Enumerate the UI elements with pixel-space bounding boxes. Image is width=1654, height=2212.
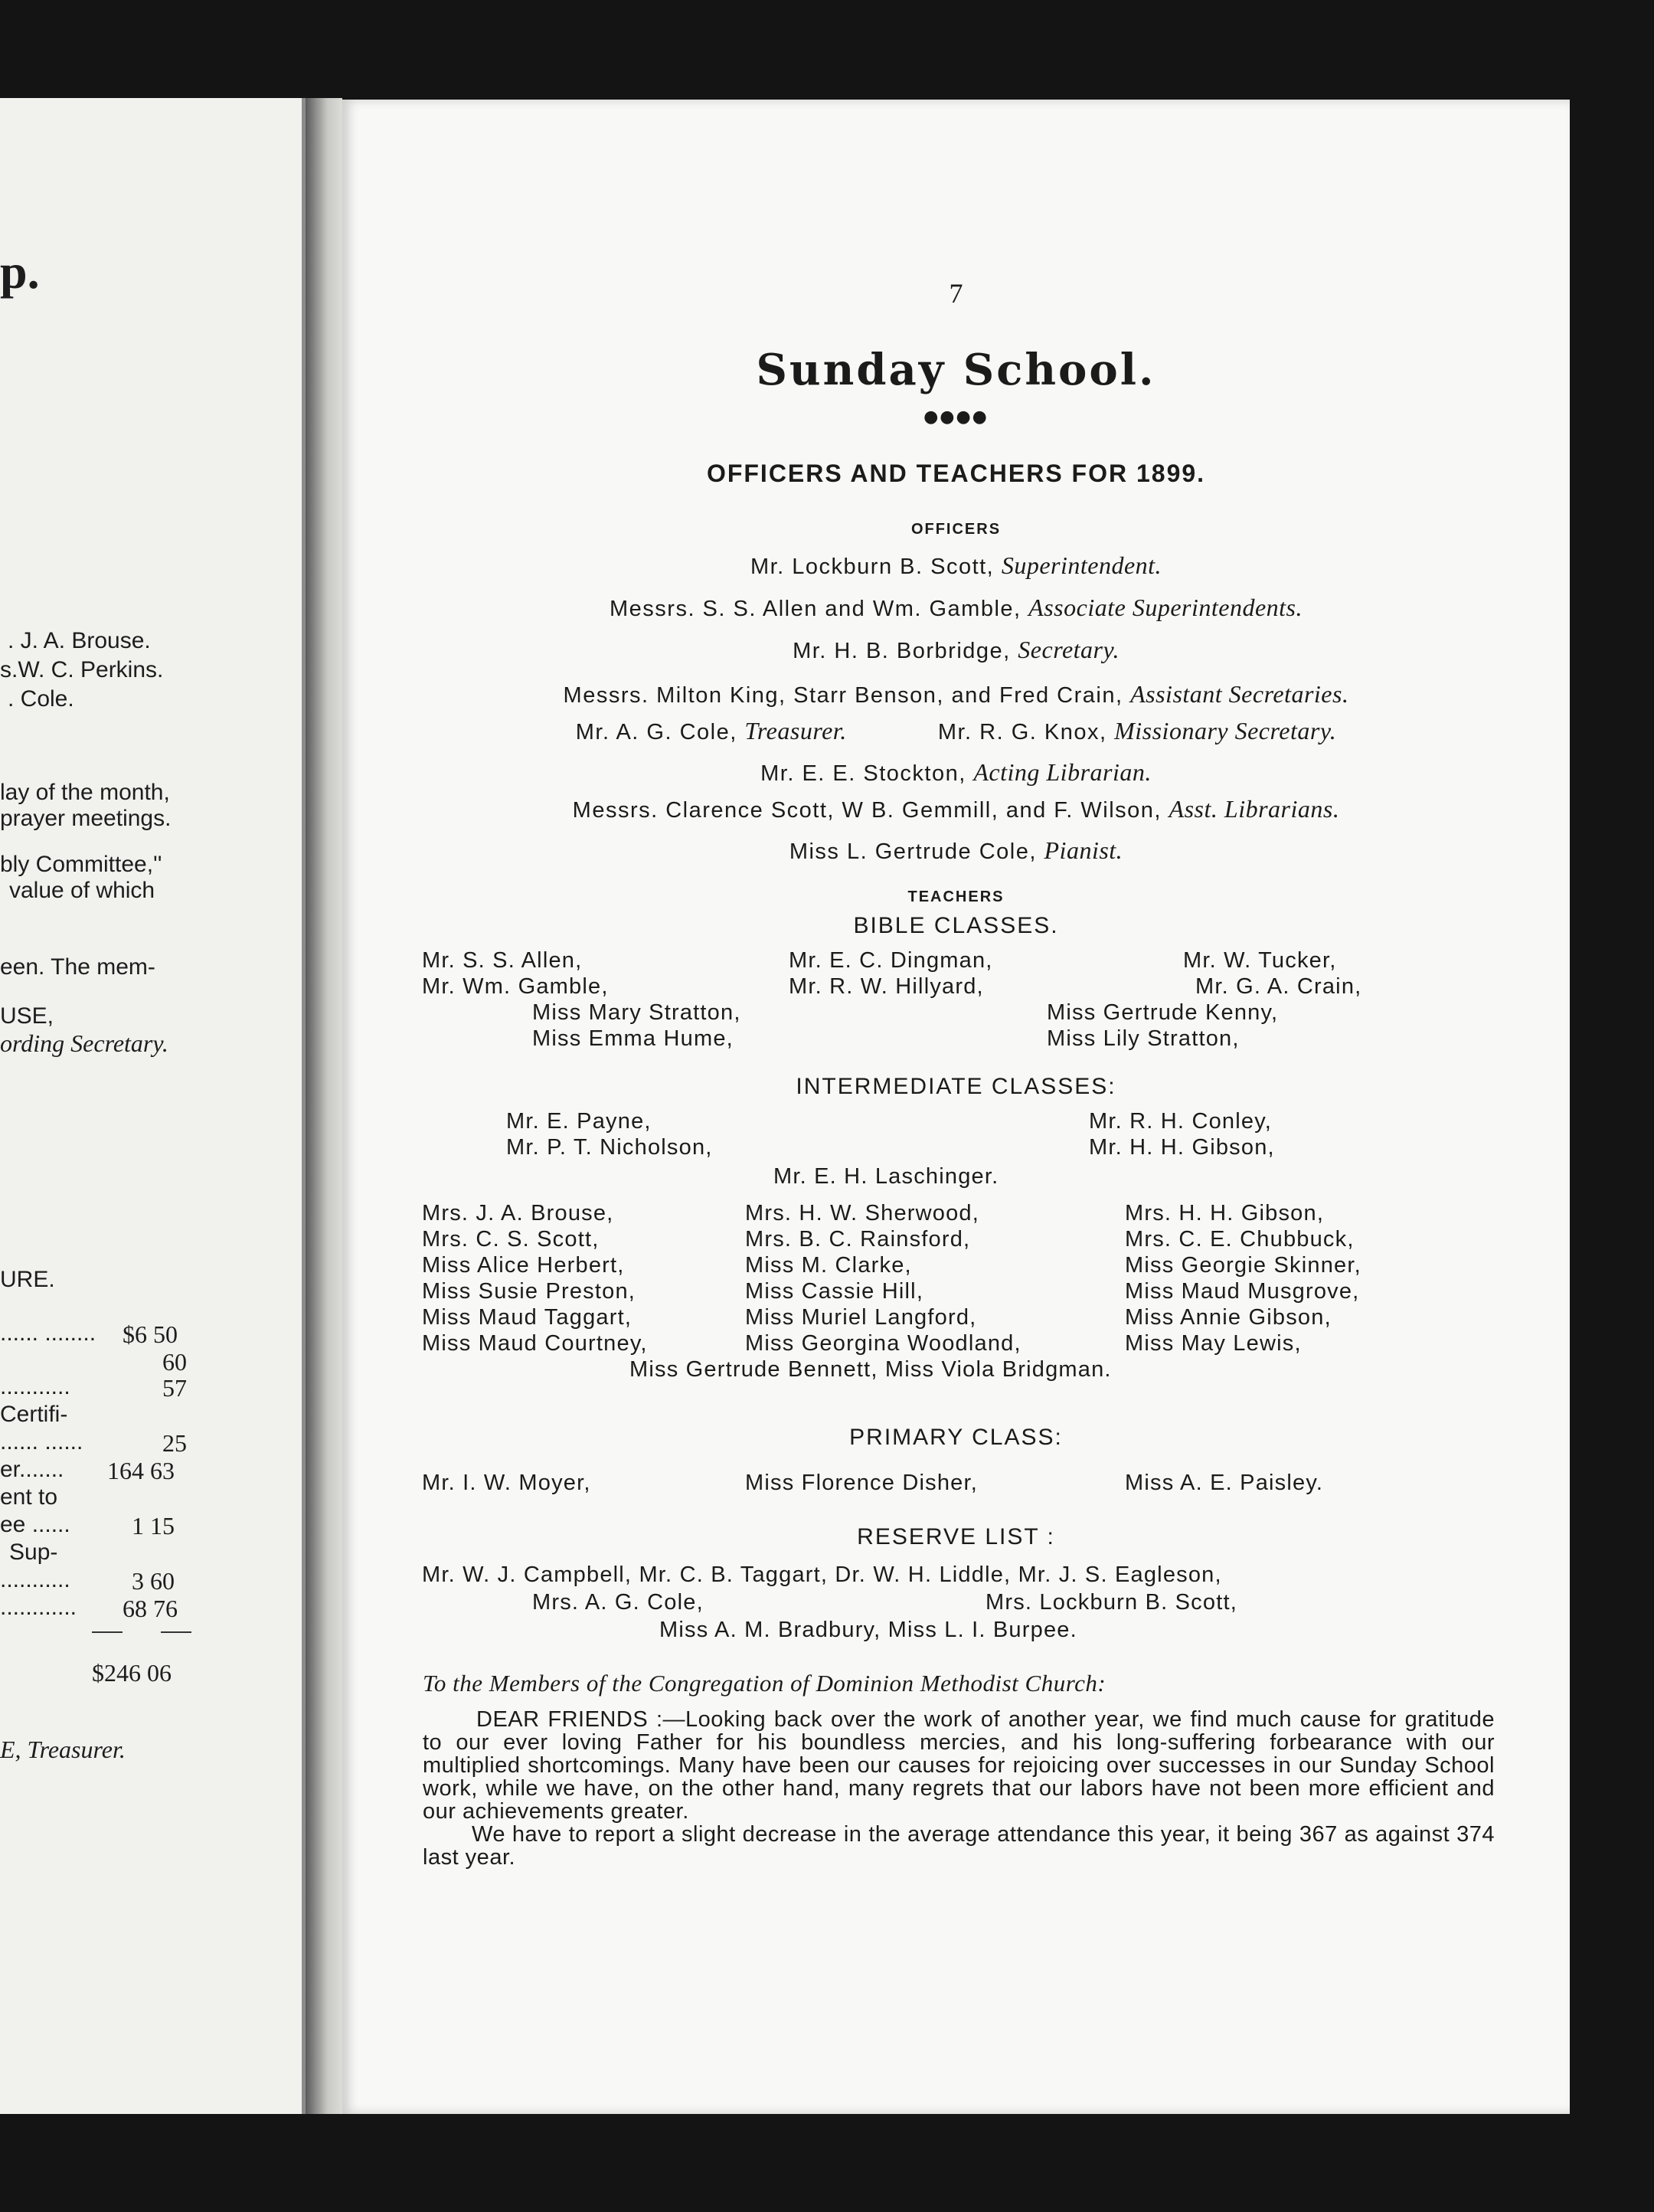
teacher-name: Mr. G. A. Crain, [1195,974,1362,999]
left-page-text: s.W. C. Perkins. [0,657,164,682]
teacher-name: Mrs. C. S. Scott, [422,1227,600,1252]
teacher-name: Miss Georgie Skinner, [1125,1253,1361,1278]
officer-treasurer-row: Mr. A. G. Cole, Treasurer. Mr. R. G. Knox, Missionary Secretary. [575,717,1337,744]
left-page-text: value of which [9,878,155,903]
teacher-name: Miss Mary Stratton, [532,1000,741,1025]
left-page-text: bly Committee,'' [0,852,162,877]
teacher-name: Mr. P. T. Nicholson, [506,1135,713,1160]
reserve-list-heading: RESERVE LIST : [857,1524,1055,1549]
left-page-text: $246 06 [92,1659,172,1687]
teacher-name: Miss Georgina Woodland, [745,1331,1021,1356]
officer-librarian: Mr. E. E. Stockton, Acting Librarian. [760,758,1152,786]
officer-superintendent: Mr. Lockburn B. Scott, Superintendent. [750,551,1162,579]
sum-rule [92,1631,123,1633]
left-page-fragment [0,98,306,2114]
teacher-name: Miss Alice Herbert, [422,1253,625,1278]
teacher-name: Mrs. C. E. Chubbuck, [1125,1227,1355,1252]
teacher-name: Miss Gertrude Bennett, Miss Viola Bridgman. [629,1357,1112,1382]
left-page-text: ...... ...... [0,1429,83,1454]
left-page-text: prayer meetings. [0,806,172,831]
officer-asst-librarians: Messrs. Clarence Scott, W B. Gemmill, and F. Wilson, Asst. Librarians. [572,795,1340,823]
teacher-name: Miss Emma Hume, [532,1026,734,1051]
officer-pianist: Miss L. Gertrude Cole, Pianist. [789,836,1123,864]
left-page-text: p. [0,244,40,299]
letter-paragraph: We have to report a slight decrease in the average attendance this year, it being 367 as against 374 last year. [423,1822,1495,1870]
teacher-name: Miss Florence Disher, [745,1471,978,1495]
page-title: Sunday School. [756,345,1156,395]
reserve-name: Mrs. Lockburn B. Scott, [986,1590,1237,1615]
primary-class-heading: PRIMARY CLASS: [849,1425,1063,1450]
reserve-name: Mrs. A. G. Cole, [532,1590,704,1615]
left-page-text: 25 [162,1429,187,1457]
left-page-text: Sup- [9,1540,58,1565]
left-page-text: E, Treasurer. [0,1736,126,1763]
teacher-name: Mr. E. H. Laschinger. [773,1164,999,1189]
teacher-name: Mr. E. Payne, [506,1109,652,1134]
officer-assistant-secretaries: Messrs. Milton King, Starr Benson, and Fred Crain, Assistant Secretaries. [563,680,1349,708]
left-page-text: er....... [0,1457,64,1482]
left-page-text: ........... [0,1567,70,1592]
left-page-text: 57 [162,1374,187,1402]
teacher-name: Mrs. J. A. Brouse, [422,1201,614,1225]
teacher-name: Miss Maud Musgrove, [1125,1279,1360,1304]
teacher-name: Mr. I. W. Moyer, [422,1471,591,1495]
title-ornament: ●●●● [923,407,989,427]
teacher-name: Miss Susie Preston, [422,1279,636,1304]
book-gutter [306,98,342,2114]
left-page-text: 1 15 [132,1512,175,1540]
teacher-name: Mr. E. C. Dingman, [789,948,993,973]
bible-classes-heading: BIBLE CLASSES. [853,913,1059,938]
officers-heading: OFFICERS [910,521,1002,538]
teacher-name: Miss M. Clarke, [745,1253,912,1278]
officer-associates: Messrs. S. S. Allen and Wm. Gamble, Associate Superintendents. [610,594,1303,621]
letter-paragraph: DEAR FRIENDS :—Looking back over the work of another year, we find much cause for gratitude to our ever loving Father for his boundless mercies, and his long-suffering forbearance with our multiplied shortcomings. Many have been our causes for rejoicing over successes in our Sunday School work, while we have, on the other hand, many regrets that our labors have not been more efficient and our achievements greater. [423,1707,1495,1824]
left-page-text: ent to [0,1484,58,1510]
left-page-text: . J. A. Brouse. [8,628,151,653]
left-page-text: lay of the month, [0,780,170,805]
reserve-name-line: Miss A. M. Bradbury, Miss L. I. Burpee. [659,1618,1077,1642]
teacher-name: Miss May Lewis, [1125,1331,1302,1356]
intermediate-classes-heading: INTERMEDIATE CLASSES: [796,1074,1116,1099]
left-page-text: USE, [0,1003,54,1029]
section-subtitle: OFFICERS AND TEACHERS FOR 1899. [706,460,1206,487]
left-page-text: 68 76 [123,1595,178,1622]
left-page-text: $6 50 [123,1320,178,1348]
left-page-text: . Cole. [8,686,74,712]
left-page-text: 164 63 [107,1457,175,1484]
right-page [342,100,1570,2114]
teacher-name: Mr. R. H. Conley, [1089,1109,1273,1134]
left-page-text: URE. [0,1267,55,1292]
reserve-name-line: Mr. W. J. Campbell, Mr. C. B. Taggart, Dr. W. H. Liddle, Mr. J. S. Eagleson, [422,1562,1222,1587]
teacher-name: Miss Lily Stratton, [1047,1026,1240,1051]
left-page-text: ee ...... [0,1512,70,1537]
left-page-text: 60 [162,1348,187,1376]
teacher-name: Miss A. E. Paisley. [1125,1471,1324,1495]
left-page-text: Certifi- [0,1402,68,1427]
teacher-name: Miss Muriel Langford, [745,1305,977,1330]
officer-secretary: Mr. H. B. Borbridge, Secretary. [793,636,1120,663]
teacher-name: Mrs. B. C. Rainsford, [745,1227,971,1252]
page-number: 7 [949,278,963,309]
teacher-name: Mr. R. W. Hillyard, [789,974,984,999]
teacher-name: Mr. H. H. Gibson, [1089,1135,1275,1160]
left-page-text: ........... [0,1374,70,1399]
letter-body [423,1708,1495,1869]
teacher-name: Miss Annie Gibson, [1125,1305,1332,1330]
teacher-name: Mr. S. S. Allen, [422,948,583,973]
left-page-text: ording Secretary. [0,1029,168,1057]
sum-rule [161,1631,191,1633]
teacher-name: Mrs. H. W. Sherwood, [745,1201,980,1225]
letter-greeting: To the Members of the Congregation of Dominion Methodist Church: [423,1670,1106,1697]
teacher-name: Miss Cassie Hill, [745,1279,924,1304]
teacher-name: Mr. Wm. Gamble, [422,974,609,999]
teacher-name: Mr. W. Tucker, [1183,948,1337,973]
left-page-text: een. The mem- [0,954,155,980]
teachers-heading: TEACHERS [907,888,1005,905]
left-page-text: ............ [0,1595,77,1620]
teacher-name: Miss Gertrude Kenny, [1047,1000,1279,1025]
left-page-text: 3 60 [132,1567,175,1595]
teacher-name: Mrs. H. H. Gibson, [1125,1201,1325,1225]
teacher-name: Miss Maud Courtney, [422,1331,648,1356]
teacher-name: Miss Maud Taggart, [422,1305,633,1330]
left-page-text: ...... ........ [0,1320,96,1346]
